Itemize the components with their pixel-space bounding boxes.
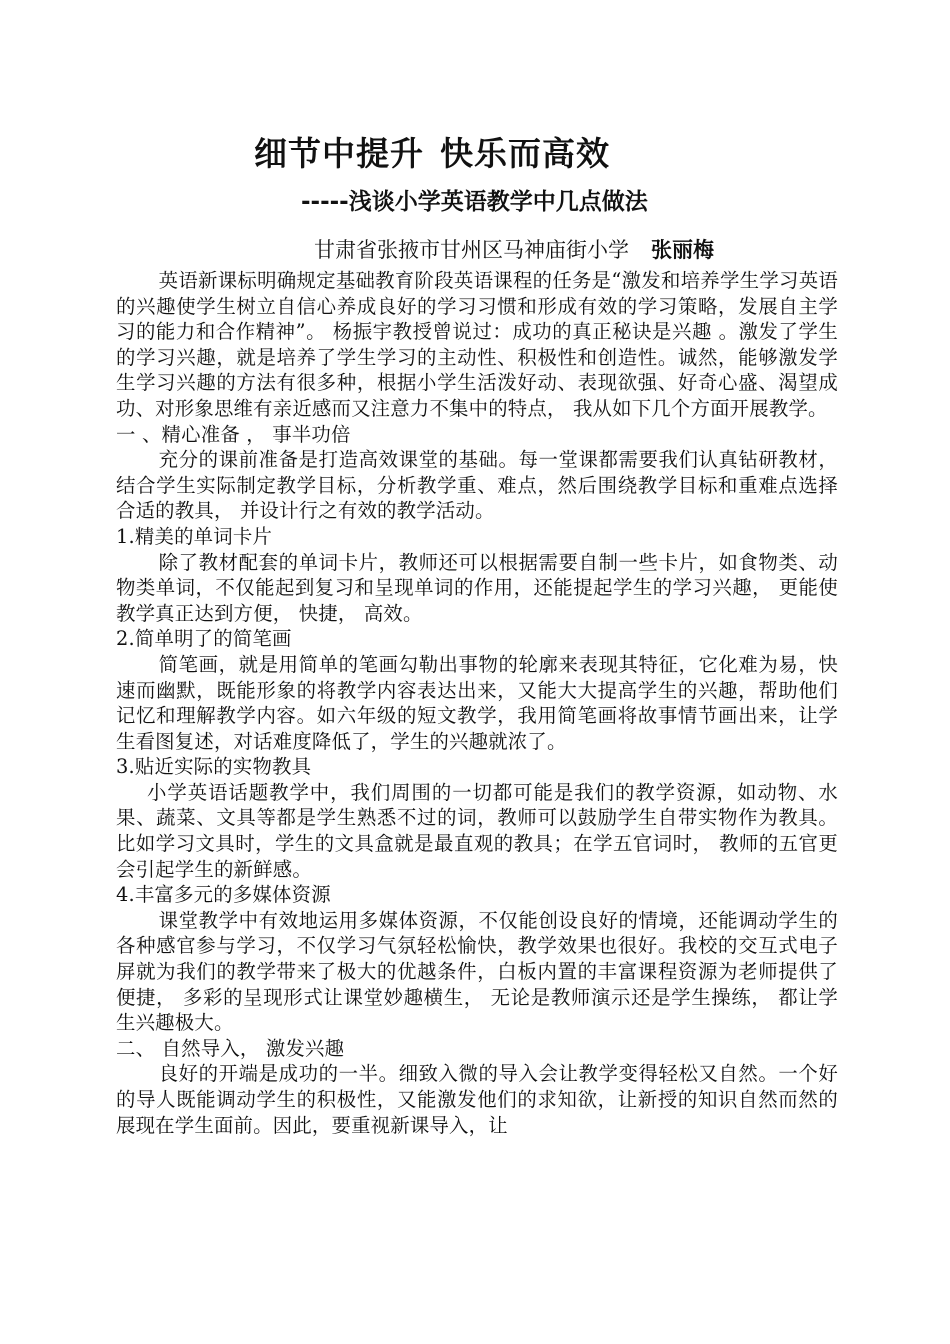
subsection-heading: 1.精美的单词卡片 <box>116 524 273 548</box>
paragraph: 英语新课标明确规定基础教育阶段英语课程的任务是“激发和培养学生学习英语的兴趣使学生树立自信心养成良好的学习习惯和形成有效的学习策略，发展自主学习的能力和合作精神”。 杨振宇教授曾说过：成功的真正秘诀是兴趣 。激发了学生的学习兴趣，就是培养了学生学习的主动性、积极性和创造性。诚然，能够激发学生学习兴趣的方法有很多种，根据小学生活泼好动、表现欲强、好奇心盛、渴望成功、对形象思维有亲近感而又注意力不集中的特点， 我从如下几个方面开展教学。 <box>116 269 838 420</box>
author-name: 张丽梅 <box>651 238 714 262</box>
paragraph: 课堂教学中有效地运用多媒体资源，不仅能创设良好的情境，还能调动学生的各种感官参与学习，不仅学习气氛轻松愉快，教学效果也很好。我校的交互式电子屏就为我们的教学带来了极大的优越条件，白板内置的丰富课程资源为老师提供了便捷， 多彩的呈现形式让课堂妙趣横生， 无论是教师演示还是学生操练， 都让学生兴趣极大。 <box>116 908 838 1035</box>
article-body <box>116 268 838 1138</box>
paragraph: 简笔画，就是用简单的笔画勾勒出事物的轮廓来表现其特征，它化难为易，快速而幽默，既能形象的将教学内容表达出来，又能大大提高学生的兴趣，帮助他们记忆和理解教学内容。如六年级的短文教学，我用简笔画将故事情节画出来，让学生看图复述，对话难度降低了，学生的兴趣就浓了。 <box>116 652 838 753</box>
title-part-2: 快乐而高效 <box>440 134 610 173</box>
subsection-heading: 3.贴近实际的实物教具 <box>116 755 312 779</box>
paragraph: 充分的课前准备是打造高效课堂的基础。每一堂课都需要我们认真钻研教材，结合学生实际制定教学目标，分析教学重、难点，然后围绕教学目标和重难点选择合适的教具， 并设计行之有效的教学活动。 <box>116 448 838 523</box>
section-heading: 二、 自然导入， 激发兴趣 <box>116 1036 345 1060</box>
section-heading: 一 、精心准备 ， 事半功倍 <box>116 422 351 446</box>
paragraph: 良好的开端是成功的一半。细致入微的导入会让教学变得轻松又自然。一个好的导人既能调动学生的积极性，又能激发他们的求知欲，让新授的知识自然而然的展现在学生面前。因此，要重视新课导入，让 <box>116 1062 838 1137</box>
subsection-heading: 4.丰富多元的多媒体资源 <box>116 883 331 907</box>
subsection-heading: 2.简单明了的简笔画 <box>116 627 292 651</box>
byline <box>314 234 834 264</box>
title-part-1: 细节中提升 <box>254 134 424 173</box>
paragraph: 小学英语话题教学中，我们周围的一切都可能是我们的教学资源，如动物、水果、蔬菜、文具等都是学生熟悉不过的词，教师可以鼓励学生自带实物作为教具。比如学习文具时，学生的文具盒就是最直观的教具；在学五官词时， 教师的五官更会引起学生的新鲜感。 <box>116 780 838 881</box>
affiliation: 甘肃省张掖市甘州区马神庙街小学 <box>314 238 629 262</box>
page-subtitle: -----浅谈小学英语教学中几点做法 <box>301 189 648 215</box>
page-title <box>254 128 854 175</box>
paragraph: 除了教材配套的单词卡片，教师还可以根据需要自制一些卡片，如食物类、动物类单词，不仅能起到复习和呈现单词的作用，还能提起学生的学习兴趣， 更能使教学真正达到方便， 快捷， 高效。 <box>116 550 838 625</box>
